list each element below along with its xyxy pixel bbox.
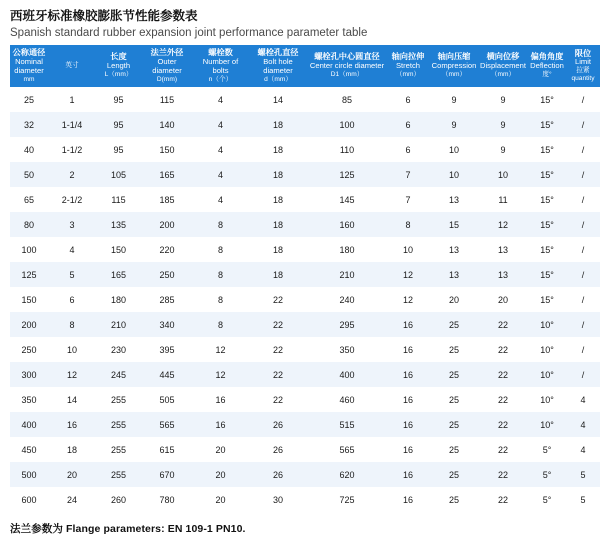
col-header-cn: 轴向压缩 [437, 52, 471, 62]
table-cell: 25 [430, 387, 478, 412]
col-header-unit: 拉紧 quantity [571, 67, 595, 82]
col-header-en: Limit [574, 57, 592, 67]
table-cell: 200 [141, 212, 193, 237]
table-cell: 13 [430, 187, 478, 212]
col-header-unit: 英寸 [65, 61, 79, 69]
table-cell: 7 [386, 187, 430, 212]
table-cell: 20 [430, 287, 478, 312]
table-cell: 6 [386, 87, 430, 112]
table-cell: 5 [48, 262, 96, 287]
table-cell: 500 [10, 462, 48, 487]
table-cell: 15° [528, 137, 566, 162]
table-cell: 400 [308, 362, 386, 387]
table-cell: 16 [193, 412, 248, 437]
table-cell: 22 [478, 462, 528, 487]
col-header-unit: n（个） [208, 75, 233, 83]
table-cell: 515 [308, 412, 386, 437]
table-cell: 180 [308, 237, 386, 262]
table-cell: 180 [96, 287, 141, 312]
table-cell: 350 [308, 337, 386, 362]
table-cell: 25 [430, 487, 478, 512]
col-header-unit: mm [23, 75, 35, 83]
table-cell: 15° [528, 287, 566, 312]
table-cell: 15° [528, 212, 566, 237]
table-cell: 6 [386, 112, 430, 137]
col-header-unit: L（mm） [104, 71, 133, 79]
table-cell: 670 [141, 462, 193, 487]
table-cell: 150 [96, 237, 141, 262]
table-cell: 14 [48, 387, 96, 412]
table-cell: / [566, 237, 600, 262]
table-row [10, 162, 600, 187]
col-header-unit: 度° [542, 71, 552, 79]
col-header-number-of-bolts [193, 45, 248, 87]
table-cell: 250 [10, 337, 48, 362]
table-cell: 5° [528, 437, 566, 462]
table-cell: 110 [308, 137, 386, 162]
table-cell: 24 [48, 487, 96, 512]
table-row [10, 212, 600, 237]
col-header-limit-quantity [566, 45, 600, 87]
table-cell: 18 [248, 162, 308, 187]
table-cell: 255 [96, 387, 141, 412]
table-row [10, 362, 600, 387]
table-cell: 350 [10, 387, 48, 412]
table-cell: 25 [430, 437, 478, 462]
table-cell: 210 [96, 312, 141, 337]
table-cell: 3 [48, 212, 96, 237]
col-header-displacement [478, 45, 528, 87]
table-cell: 4 [566, 412, 600, 437]
table-cell: 140 [141, 112, 193, 137]
table-cell: 7 [386, 162, 430, 187]
page-title-english: Spanish standard rubber expansion joint performance parameter table [10, 27, 368, 39]
table-body [10, 87, 600, 512]
table-cell: 18 [248, 112, 308, 137]
table-cell: 25 [430, 362, 478, 387]
table-cell: 245 [96, 362, 141, 387]
table-cell: 4 [193, 187, 248, 212]
table-cell: 12 [386, 287, 430, 312]
table-cell: 4 [566, 437, 600, 462]
table-cell: / [566, 212, 600, 237]
table-cell: 9 [430, 87, 478, 112]
table-cell: 200 [10, 312, 48, 337]
table-cell: 22 [478, 487, 528, 512]
table-cell: 22 [478, 387, 528, 412]
table-cell: 260 [96, 487, 141, 512]
table-cell: 6 [48, 287, 96, 312]
table-cell: / [566, 362, 600, 387]
table-cell: 15° [528, 112, 566, 137]
table-cell: 85 [308, 87, 386, 112]
table-cell: 1 [48, 87, 96, 112]
col-header-en: Number of bolts [202, 56, 239, 75]
table-cell: 8 [193, 287, 248, 312]
table-cell: 105 [96, 162, 141, 187]
table-cell: 10° [528, 387, 566, 412]
table-cell: 8 [193, 237, 248, 262]
table-cell: 10 [386, 237, 430, 262]
table-cell: 26 [248, 437, 308, 462]
col-header-cn: 公称通径 [12, 48, 46, 57]
table-cell: 10 [48, 337, 96, 362]
table-cell: 11 [478, 187, 528, 212]
table-cell: 16 [386, 462, 430, 487]
table-cell: 16 [386, 362, 430, 387]
col-header-en: Nominal diameter [14, 56, 44, 75]
table-cell: 185 [141, 187, 193, 212]
table-cell: 15° [528, 87, 566, 112]
table-cell: / [566, 262, 600, 287]
col-header-length [96, 45, 141, 87]
table-cell: 250 [141, 262, 193, 287]
col-header-cn: 法兰外径 [150, 48, 184, 57]
col-header-unit: （mm） [441, 71, 467, 79]
table-cell: 165 [96, 262, 141, 287]
table-cell: 10 [430, 162, 478, 187]
table-cell: 285 [141, 287, 193, 312]
col-header-unit: D1（mm） [330, 71, 364, 79]
table-cell: 4 [193, 137, 248, 162]
table-cell: 9 [478, 87, 528, 112]
col-header-center-circle-diameter [308, 45, 386, 87]
table-cell: 12 [48, 362, 96, 387]
table-cell: 255 [96, 412, 141, 437]
table-cell: 22 [478, 312, 528, 337]
table-cell: 240 [308, 287, 386, 312]
table-cell: 22 [248, 362, 308, 387]
table-cell: 16 [386, 312, 430, 337]
table-cell: 100 [10, 237, 48, 262]
table-cell: 255 [96, 437, 141, 462]
page-title-chinese: 西班牙标准橡胶膨胀节性能参数表 [10, 9, 198, 23]
table-cell: 95 [96, 87, 141, 112]
table-cell: 22 [248, 287, 308, 312]
col-header-en: Outer diameter [152, 56, 182, 75]
col-header-cn: 长度 [110, 52, 127, 62]
table-cell: 5 [566, 462, 600, 487]
table-cell: 615 [141, 437, 193, 462]
table-cell: 95 [96, 137, 141, 162]
col-header-bolt-hole-diameter [248, 45, 308, 87]
table-cell: 22 [478, 362, 528, 387]
table-cell: 565 [141, 412, 193, 437]
table-cell: 5° [528, 462, 566, 487]
table-cell: 725 [308, 487, 386, 512]
table-cell: 295 [308, 312, 386, 337]
table-row [10, 287, 600, 312]
table-cell: 1-1/4 [48, 112, 96, 137]
table-cell: 8 [386, 212, 430, 237]
table-cell: 20 [478, 287, 528, 312]
table-cell: 395 [141, 337, 193, 362]
table-cell: / [566, 337, 600, 362]
table-cell: 210 [308, 262, 386, 287]
table-cell: 150 [10, 287, 48, 312]
table-header-row [10, 45, 600, 87]
table-cell: 4 [193, 87, 248, 112]
table-cell: 9 [478, 112, 528, 137]
col-header-cn: 偏角角度 [530, 52, 564, 62]
table-cell: 15° [528, 237, 566, 262]
col-header-outer-diameter [141, 45, 193, 87]
table-cell: 10° [528, 312, 566, 337]
col-header-deflection [528, 45, 566, 87]
table-cell: 18 [248, 262, 308, 287]
table-cell: 30 [248, 487, 308, 512]
col-header-unit: d（mm） [264, 75, 292, 83]
table-cell: 18 [248, 212, 308, 237]
table-cell: 8 [193, 212, 248, 237]
table-cell: 400 [10, 412, 48, 437]
table-cell: 9 [430, 112, 478, 137]
table-cell: 780 [141, 487, 193, 512]
col-header-en: Length [106, 61, 131, 71]
table-cell: 16 [386, 412, 430, 437]
table-cell: 12 [478, 212, 528, 237]
table-row [10, 262, 600, 287]
col-header-cn: 轴向拉伸 [391, 52, 425, 62]
col-header-cn: 限位 [574, 48, 592, 58]
col-header-cn: 螺栓数 [208, 48, 233, 57]
table-cell: 20 [193, 437, 248, 462]
table-cell: 40 [10, 137, 48, 162]
table-cell: 160 [308, 212, 386, 237]
table-row [10, 462, 600, 487]
table-cell: 16 [193, 387, 248, 412]
table-cell: 145 [308, 187, 386, 212]
specification-table [10, 45, 600, 512]
col-header-unit: （mm） [395, 71, 421, 79]
table-cell: / [566, 287, 600, 312]
table-cell: 20 [193, 487, 248, 512]
table-cell: 18 [248, 187, 308, 212]
table-row [10, 487, 600, 512]
table-cell: 4 [566, 387, 600, 412]
table-cell: 230 [96, 337, 141, 362]
table-row [10, 87, 600, 112]
table-cell: 460 [308, 387, 386, 412]
col-header-unit: D(mm) [156, 75, 178, 83]
table-cell: 25 [430, 462, 478, 487]
table-cell: 25 [430, 337, 478, 362]
table-cell: 100 [308, 112, 386, 137]
table-cell: 125 [308, 162, 386, 187]
table-header [10, 45, 600, 87]
table-cell: 2-1/2 [48, 187, 96, 212]
table-cell: 18 [248, 137, 308, 162]
table-cell: 340 [141, 312, 193, 337]
table-cell: 115 [141, 87, 193, 112]
table-cell: 600 [10, 487, 48, 512]
table-cell: 25 [10, 87, 48, 112]
table-cell: 12 [386, 262, 430, 287]
col-header-en: Displacement [479, 61, 526, 71]
table-cell: 2 [48, 162, 96, 187]
table-cell: 50 [10, 162, 48, 187]
table-cell: 300 [10, 362, 48, 387]
table-cell: 18 [248, 237, 308, 262]
table-row [10, 387, 600, 412]
table-cell: 565 [308, 437, 386, 462]
table-cell: / [566, 187, 600, 212]
table-cell: 20 [193, 462, 248, 487]
table-cell: 13 [430, 237, 478, 262]
table-cell: 505 [141, 387, 193, 412]
table-cell: 16 [386, 487, 430, 512]
table-cell: 22 [478, 437, 528, 462]
table-cell: 10° [528, 412, 566, 437]
table-cell: 25 [430, 312, 478, 337]
table-cell: 65 [10, 187, 48, 212]
table-cell: 14 [248, 87, 308, 112]
table-cell: 135 [96, 212, 141, 237]
table-cell: 220 [141, 237, 193, 262]
col-header-en: Compression [431, 61, 477, 71]
table-cell: / [566, 112, 600, 137]
table-cell: 6 [386, 137, 430, 162]
col-header-stretch [386, 45, 430, 87]
table-cell: 12 [193, 337, 248, 362]
table-cell: 26 [248, 462, 308, 487]
col-header-en: Stretch [395, 61, 421, 71]
col-header-compression [430, 45, 478, 87]
table-cell: 5 [566, 487, 600, 512]
table-cell: / [566, 87, 600, 112]
table-cell: 18 [48, 437, 96, 462]
table-cell: 22 [248, 387, 308, 412]
table-cell: 22 [248, 312, 308, 337]
table-cell: 165 [141, 162, 193, 187]
table-cell: 255 [96, 462, 141, 487]
table-cell: 80 [10, 212, 48, 237]
table-cell: 4 [193, 162, 248, 187]
table-row [10, 412, 600, 437]
table-cell: 450 [10, 437, 48, 462]
table-cell: 15° [528, 262, 566, 287]
table-row [10, 237, 600, 262]
table-cell: 10° [528, 362, 566, 387]
footer-note-en: Flange parameters: EN 109-1 PN10. [66, 523, 246, 536]
table-cell: 15° [528, 187, 566, 212]
table-cell: 9 [478, 137, 528, 162]
table-cell: 25 [430, 412, 478, 437]
table-row [10, 137, 600, 162]
col-header-cn: 螺栓孔直径 [257, 48, 299, 57]
table-cell: 125 [10, 262, 48, 287]
footer-note-cn: 法兰参数为 [10, 523, 63, 536]
table-row [10, 187, 600, 212]
table-cell: 22 [248, 337, 308, 362]
table-cell: 16 [48, 412, 96, 437]
table-cell: 15 [430, 212, 478, 237]
table-cell: 13 [478, 237, 528, 262]
table-cell: 115 [96, 187, 141, 212]
table-cell: 95 [96, 112, 141, 137]
table-cell: 1-1/2 [48, 137, 96, 162]
col-header-en: Center circle diameter [309, 61, 385, 71]
table-cell: 8 [193, 312, 248, 337]
col-header-en: Deflection [530, 61, 564, 71]
col-header-nominal-diameter-mm [10, 45, 48, 87]
table-cell: 4 [193, 112, 248, 137]
table-cell: 22 [478, 412, 528, 437]
table-cell: 4 [48, 237, 96, 262]
table-cell: 20 [48, 462, 96, 487]
table-cell: 13 [430, 262, 478, 287]
table-cell: 12 [193, 362, 248, 387]
table-cell: 16 [386, 437, 430, 462]
table-cell: / [566, 137, 600, 162]
col-header-nominal-diameter-inch [48, 45, 96, 87]
col-header-cn: 螺栓孔中心圆直径 [314, 52, 380, 62]
table-cell: 10 [430, 137, 478, 162]
table-cell: 26 [248, 412, 308, 437]
table-cell: 5° [528, 487, 566, 512]
table-cell: 22 [478, 337, 528, 362]
col-header-unit: （mm） [490, 71, 516, 79]
footer-note [10, 521, 590, 536]
table-cell: 32 [10, 112, 48, 137]
table-cell: 16 [386, 337, 430, 362]
table-cell: 445 [141, 362, 193, 387]
table-cell: 620 [308, 462, 386, 487]
table-cell: 13 [478, 262, 528, 287]
table-row [10, 112, 600, 137]
table-cell: / [566, 162, 600, 187]
table-row [10, 437, 600, 462]
table-cell: 150 [141, 137, 193, 162]
table-cell: 8 [193, 262, 248, 287]
table-row [10, 312, 600, 337]
col-header-en: Bolt hole diameter [263, 56, 293, 75]
table-cell: / [566, 312, 600, 337]
col-header-cn: 横向位移 [486, 52, 520, 62]
table-cell: 8 [48, 312, 96, 337]
table-row [10, 337, 600, 362]
table-cell: 10° [528, 337, 566, 362]
table-cell: 16 [386, 387, 430, 412]
table-cell: 10 [478, 162, 528, 187]
table-cell: 15° [528, 162, 566, 187]
